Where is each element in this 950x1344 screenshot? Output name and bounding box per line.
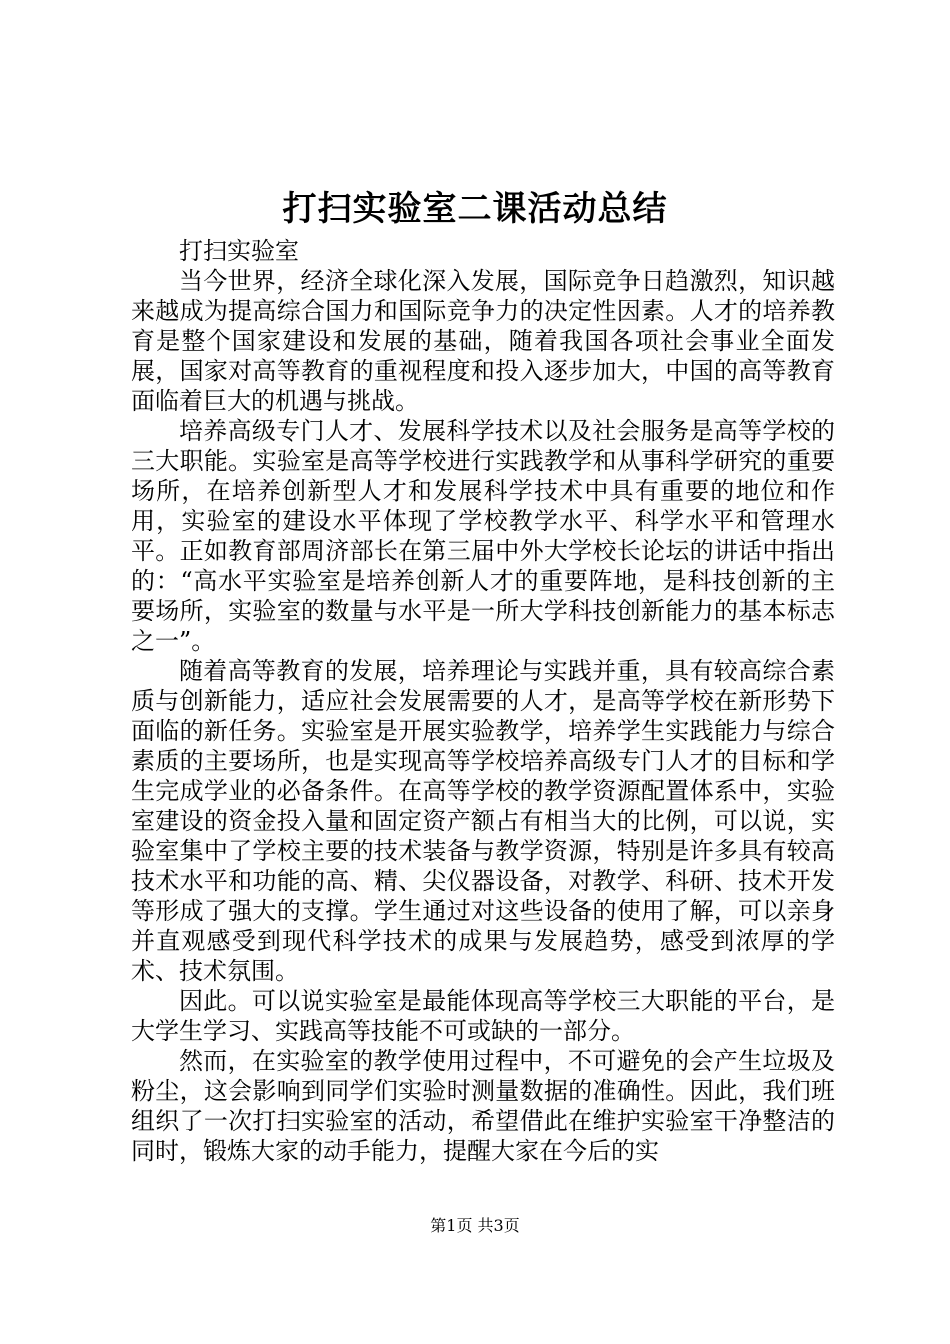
page-footer: 第1页 共3页 [430,1216,520,1235]
paragraph-3: 随着高等教育的发展，培养理论与实践并重，具有较高综合素质与创新能力，适应社会发展需要的人才，是高等学校在新形势下面临的新任务。实验室是开展实验教学，培养学生实践能力与综合素质的主要场所，也是实现高等学校培养高级专门人才的目标和学生完成学业的必备条件。在高等学校的教学资源配置体系中，实验室建设的资金投入量和固定资产额占有相当大的比例，可以说，实验室集中了学校主要的技术装备与教学资源，特别是许多具有较高技术水平和功能的高、精、尖仪器设备，对教学、科研、技术开发等形成了强大的支撑。学生通过对这些设备的使用了解，可以亲身并直观感受到现代科学技术的成果与发展趋势，感受到浓厚的学术、技术氛围。 [131,657,835,985]
document-title: 打扫实验室二课活动总结 [282,189,668,229]
document-body [131,236,835,1166]
paragraph-2: 培养高级专门人才、发展科学技术以及社会服务是高等学校的三大职能。实验室是高等学校进行实践教学和从事科学研究的重要场所，在培养创新型人才和发展科学技术中具有重要的地位和作用，实验室的建设水平体现了学校教学水平、科学水平和管理水平。正如教育部周济部长在第三届中外大学校长论坛的讲话中指出的：“高水平实验室是培养创新人才的重要阵地，是科技创新的主要场所，实验室的数量与水平是一所大学科技创新能力的基本标志之一”。 [131,417,835,655]
section-heading: 打扫实验室 [179,237,299,265]
paragraph-5: 然而，在实验室的教学使用过程中，不可避免的会产生垃圾及粉尘，这会影响到同学们实验时测量数据的准确性。因此，我们班组织了一次打扫实验室的活动，希望借此在维护实验室干净整洁的同时，锻炼大家的动手能力，提醒大家在今后的实 [131,1047,835,1165]
paragraph-1: 当今世界，经济全球化深入发展，国际竞争日趋激烈，知识越来越成为提高综合国力和国际竞争力的决定性因素。人才的培养教育是整个国家建设和发展的基础，随着我国各项社会事业全面发展，国家对高等教育的重视程度和投入逐步加大，中国的高等教育面临着巨大的机遇与挑战。 [131,267,835,415]
paragraph-4: 因此。可以说实验室是最能体现高等学校三大职能的平台，是大学生学习、实践高等技能不可或缺的一部分。 [131,987,835,1045]
